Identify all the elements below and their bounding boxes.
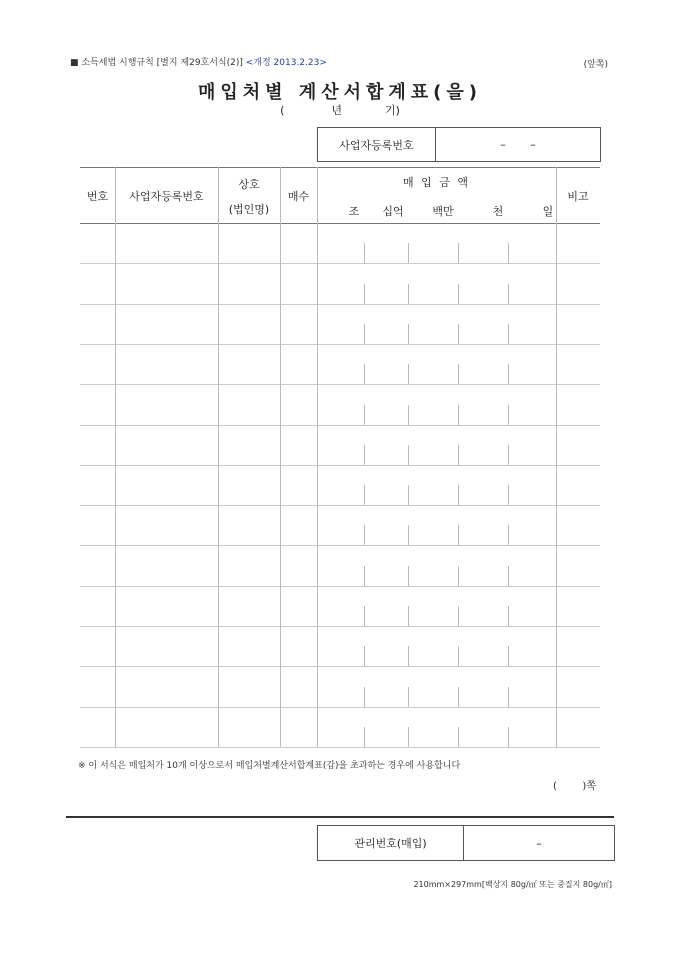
management-number-box [317,825,615,861]
form-title: 매입처별 계산서합계표(을) [198,82,482,103]
law-reference: ■ 소득세법 시행규칙 [별지 제29호서식(2)] [70,58,243,68]
table-row [80,586,600,626]
col-header-remarks: 비고 [567,190,589,203]
col-header-number: 번호 [86,190,109,203]
col-header-corporate-name: (법인명) [228,203,270,216]
business-number-label: 사업자등록번호 [318,128,436,161]
amount-unit-cheon: 천 [492,205,504,218]
year-close: 기) [385,104,400,117]
management-number-label: 관리번호(매입) [318,826,464,860]
col-header-count: 매수 [287,190,310,203]
usage-note: ※ 이 서식은 매입처가 10개 이상으로서 매입처별계산서합계표(갑)을 초과하는 경우에 사용합니다 [78,761,461,771]
col-header-business-number: 사업자등록번호 [129,190,204,203]
table-row [80,505,600,545]
table-row [80,304,600,344]
page-number-field[interactable]: ( )쪽 [553,781,596,792]
paper-spec: 210mm×297mm[백상지 80g/㎡ 또는 중질지 80g/㎡] [413,880,612,889]
table-row [80,263,600,303]
col-header-company-name: 상호 [238,178,260,191]
amount-unit-baekman: 백만 [432,205,454,218]
section-divider [66,816,614,818]
management-number-field[interactable]: – [536,836,542,850]
table-row [80,465,600,505]
table-row [80,626,600,666]
year-open: ( [280,104,285,117]
table-row [80,223,600,263]
table-bottom-border [80,747,600,748]
table-row [80,425,600,465]
table-row [80,384,600,424]
table-row [80,545,600,585]
revision-date: <개정 2013.2.23> [245,58,327,68]
col-header-amount: 매 입 금 액 [403,176,470,189]
table-row [80,666,600,706]
page-side-label: (앞쪽) [583,60,608,70]
amount-unit-sibeok: 십억 [382,205,404,218]
year-unit: 년 [331,104,342,117]
table-row [80,344,600,384]
amount-unit-jo: 조 [348,205,360,218]
table-row [80,707,600,747]
business-number-field[interactable]: – – [500,138,536,151]
amount-unit-il: 일 [542,205,554,218]
table-top-border [80,167,600,168]
